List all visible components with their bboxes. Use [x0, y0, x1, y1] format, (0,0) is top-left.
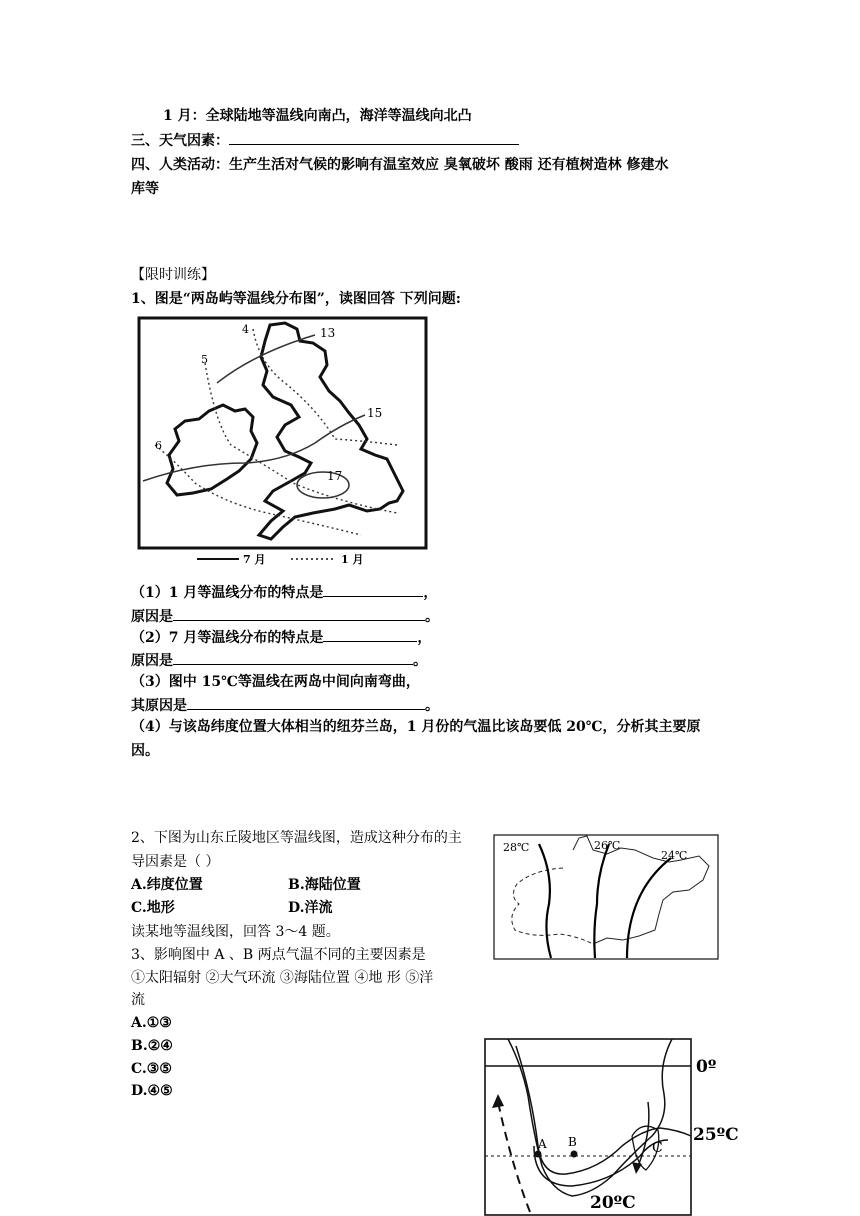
q1-2-comma: ，	[417, 630, 432, 646]
q3-factors-cont: 流	[131, 992, 145, 1008]
q1-3-line-a: （3）图中 15℃等温线在两岛中间向南弯曲，	[131, 674, 420, 690]
q1-4-line-b: 因。	[131, 743, 159, 759]
q1-2-line-b	[131, 650, 427, 671]
point-b	[571, 1151, 578, 1158]
map1-label-6: 6	[155, 439, 162, 452]
legend-july-label: 7 月	[243, 553, 266, 566]
training-header: 【限时训练】	[131, 267, 215, 283]
q1-1-line-a	[131, 582, 437, 603]
q3-factors: ①太阳辐射 ②大气环流 ③海陆位置 ④地 形 ⑤洋	[131, 970, 434, 986]
map1-label-17: 17	[327, 469, 343, 483]
q1-2-blank-a[interactable]	[323, 627, 417, 642]
weather-factor-line	[131, 130, 519, 151]
q3-stem: 3、影响图中 A 、B 两点气温不同的主要因素是	[131, 947, 426, 963]
map1-label-4: 4	[242, 323, 249, 336]
q2-option-a[interactable]: A.纬度位置	[131, 877, 203, 893]
map3-label-25: 25ºC	[693, 1125, 739, 1145]
q2-option-c[interactable]: C.地形	[131, 900, 175, 916]
continent-isotherm-map	[482, 1036, 742, 1216]
q1-4-line-a: （4）与该岛纬度位置大体相当的纽芬兰岛，1 月份的气温比该岛要低 20℃，分析其主要原	[131, 719, 701, 735]
q2-stem-1: 2、下图为山东丘陵地区等温线图，造成这种分布的主	[131, 830, 462, 846]
map2-label-28: 28℃	[503, 841, 530, 854]
map1-label-13: 13	[320, 326, 336, 340]
q1-2-period: 。	[413, 653, 427, 669]
island-isotherm-map	[135, 313, 435, 571]
q1-3-blank[interactable]	[187, 695, 425, 710]
q1-1-blank-a[interactable]	[323, 582, 423, 597]
weather-factor-blank[interactable]	[229, 130, 519, 145]
q1-1-prompt: （1）1 月等温线分布的特点是	[131, 585, 324, 601]
point-a	[535, 1151, 542, 1158]
q3-option-d[interactable]: D.④⑤	[131, 1083, 173, 1099]
map3-label-b: B	[568, 1135, 577, 1149]
human-activity-line-1: 四、人类活动：生产生活对气候的影响有温室效应 臭氧破坏 酸雨 还有植树造林 修建水	[131, 157, 669, 173]
map3-label-20: 20ºC	[590, 1193, 636, 1213]
shandong-isotherm-map	[493, 834, 719, 960]
q1-2-blank-b[interactable]	[173, 650, 413, 665]
q1-1-period: 。	[425, 609, 439, 625]
map-frame	[139, 318, 426, 548]
q1-2-reason: 原因是	[131, 653, 173, 669]
map1-label-5: 5	[201, 353, 208, 366]
human-activity-line-2: 库等	[131, 181, 159, 197]
q2-option-b[interactable]: B.海陆位置	[288, 877, 361, 893]
q1-1-blank-b[interactable]	[173, 606, 425, 621]
q34-intro: 读某地等温线图，回答 3～4 题。	[131, 924, 340, 940]
q1-1-comma: ，	[423, 585, 438, 601]
q2-stem-2: 导因素是（ ）	[131, 854, 220, 870]
q1-intro: 1、图是“两岛屿等温线分布图”，读图回答 下列问题:	[131, 291, 461, 307]
q1-1-reason: 原因是	[131, 609, 173, 625]
q1-2-line-a	[131, 627, 431, 648]
q1-1-line-b	[131, 606, 439, 627]
map2-label-24: 24℃	[661, 849, 688, 862]
jan-isotherm-line: 1 月：全球陆地等温线向南凸，海洋等温线向北凸	[163, 108, 472, 124]
q2-option-d[interactable]: D.洋流	[288, 900, 333, 916]
q1-3-line-b	[131, 695, 439, 716]
q1-3-period: 。	[425, 698, 439, 714]
q3-option-c[interactable]: C.③⑤	[131, 1061, 172, 1077]
map3-label-a: A	[538, 1137, 547, 1151]
map2-label-26: 26℃	[594, 839, 621, 852]
q1-3-reason: 其原因是	[131, 698, 187, 714]
weather-factor-label: 三、天气因素：	[131, 133, 229, 149]
q1-2-prompt: （2）7 月等温线分布的特点是	[131, 630, 324, 646]
map1-label-15: 15	[367, 406, 383, 420]
q3-option-a[interactable]: A.①③	[131, 1015, 172, 1031]
map3-label-c: C	[652, 1140, 663, 1156]
map3-label-zero: 0º	[696, 1057, 717, 1077]
legend-jan-label: 1 月	[341, 553, 364, 566]
q3-option-b[interactable]: B.②④	[131, 1038, 173, 1054]
